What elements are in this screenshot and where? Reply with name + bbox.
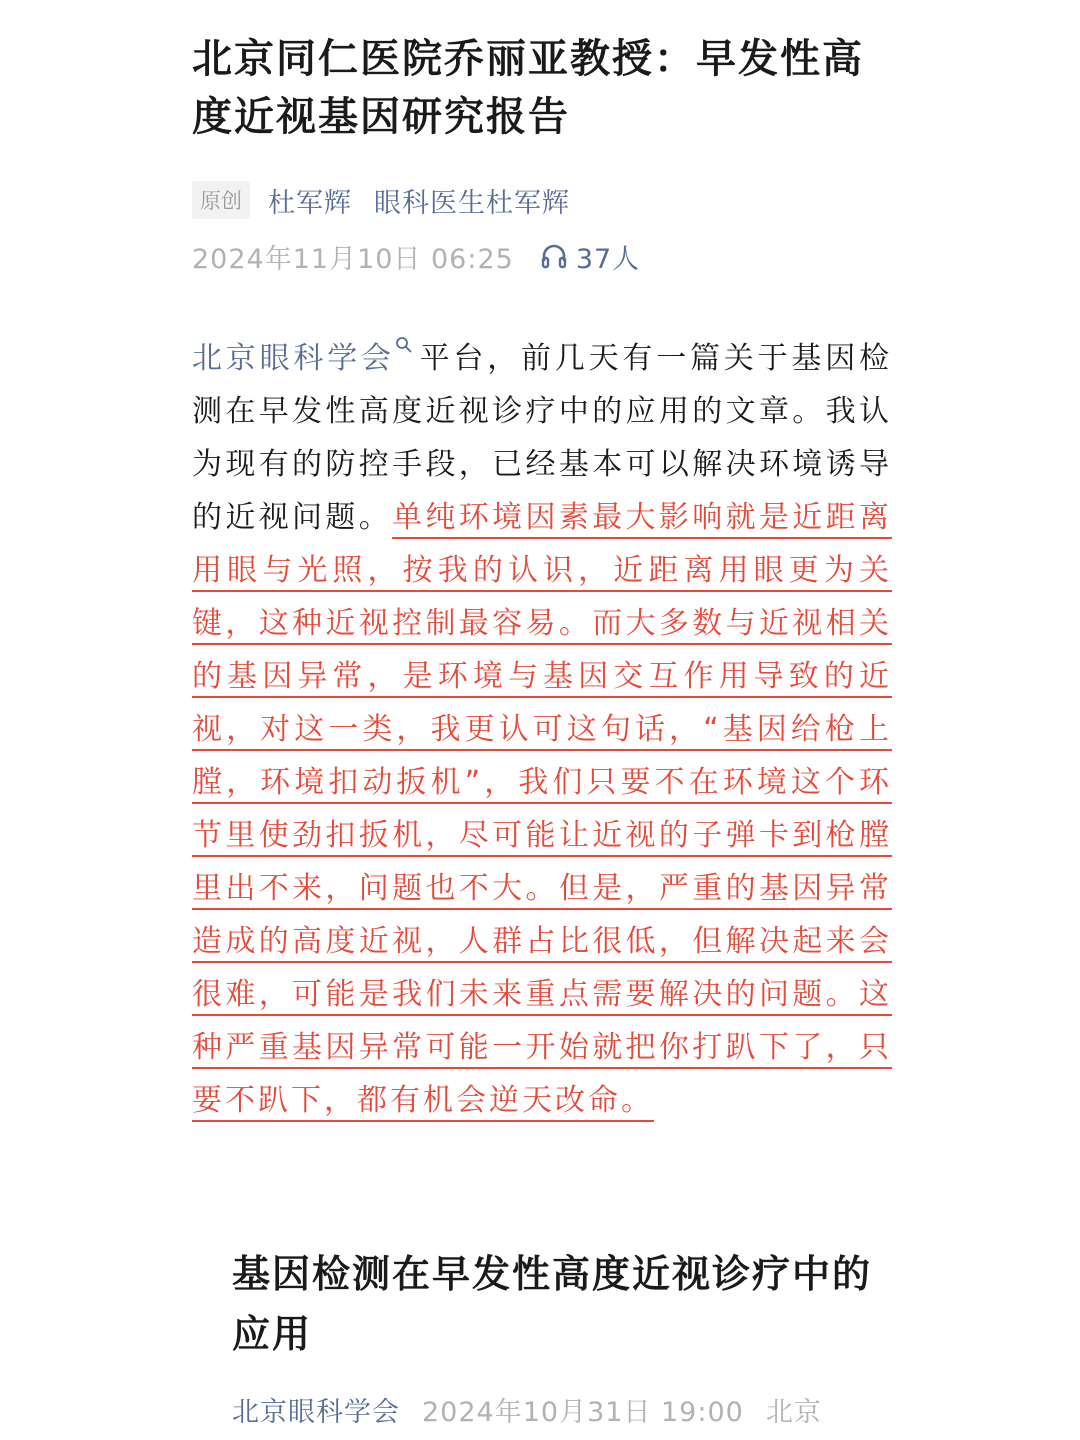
body-highlight-text: 单纯环境因素最大影响就是近距离用眼与光照，按我的认识，近距离用眼更为关键，这种近视控制最容易。而大多数与近视相关的基因异常，是环境与基因交互作用导致的近视，对这一类，我更认可这句话，“基因给枪上膛，环境扣动扳机”，我们只要不在环境这个环节里使劲扣扳机，尽可能让近视的子弹卡到枪膛里出不来，问题也不大。但是，严重的基因异常造成的高度近视，人群占比很低，但解决起来会很难，可能是我们未来重点需要解决的问题。这种严重基因异常可能一开始就把你打趴下了，只要不趴下，都有机会逆天改命。	[192, 500, 893, 1118]
author-name[interactable]: 杜军辉	[268, 187, 352, 219]
body-normal-text: 平台，前几天有一篇关于基因检测在早发性高度近视诊疗中的应用的文章。我认为现有的防控手段，已经基本可以解决环境诱导的近视问题。	[192, 341, 893, 535]
listen-button[interactable]	[540, 237, 640, 276]
card-date: 2024年10月31日 19:00	[422, 1397, 744, 1428]
article-meta	[192, 180, 892, 220]
publish-info	[192, 236, 892, 276]
listen-count: 37人	[575, 243, 641, 275]
card-title[interactable]: 基因检测在早发性高度近视诊疗中的应用	[232, 1252, 873, 1356]
card-location: 北京	[765, 1397, 822, 1428]
card-source[interactable]: 北京眼科学会	[232, 1397, 400, 1428]
card-meta	[232, 1390, 872, 1429]
original-tag: 原创	[192, 181, 250, 219]
article	[192, 0, 892, 1157]
article-body	[192, 332, 892, 1127]
shared-article-card[interactable]	[232, 1244, 872, 1429]
account-name[interactable]: 眼科医生杜军辉	[374, 187, 570, 219]
search-icon[interactable]	[395, 336, 413, 354]
publish-date: 2024年11月10日 06:25	[192, 243, 514, 275]
article-title: 北京同仁医院乔丽亚教授：早发性高度近视基因研究报告	[192, 36, 864, 140]
beijing-ophthalmology-link[interactable]: 北京眼科学会	[192, 341, 395, 376]
headphone-icon	[540, 242, 568, 270]
